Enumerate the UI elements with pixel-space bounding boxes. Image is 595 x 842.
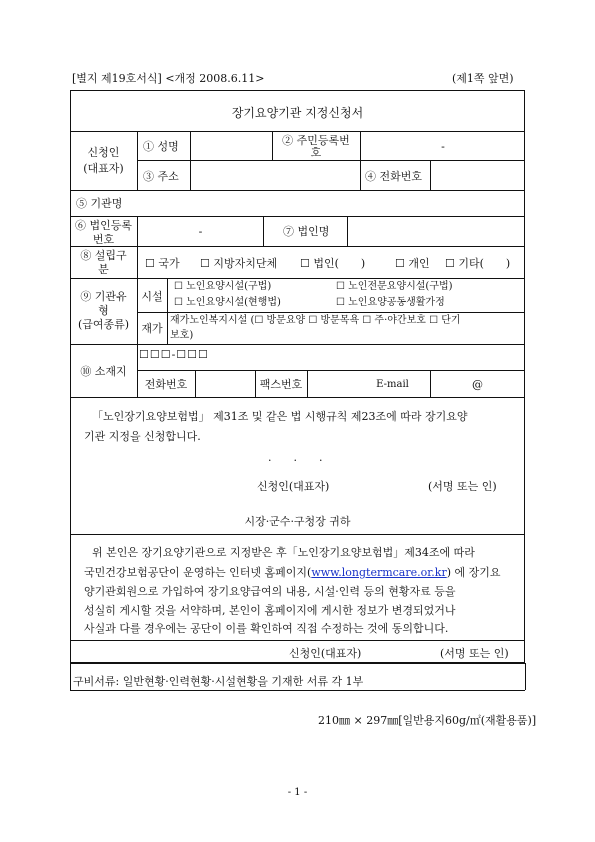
institution-name-label: ⑤ 기관명 (76, 197, 123, 210)
page-side-label: (제1쪽 앞면) (452, 72, 514, 85)
rrn-field[interactable]: - (441, 140, 445, 153)
rule (70, 131, 525, 132)
rule (70, 534, 525, 535)
home-care-label: 재가 (141, 322, 163, 335)
email-field[interactable]: @ (472, 378, 483, 391)
email-label: E-mail (376, 379, 409, 390)
rule (70, 246, 525, 247)
page-number: - 1 - (287, 787, 308, 798)
corp-name-field[interactable] (348, 217, 524, 245)
form-title: 장기요양기관 지정신청서 (231, 106, 364, 120)
consent-signature[interactable]: (서명 또는 인) (440, 647, 509, 660)
rrn-label-sub: 호 (310, 146, 322, 159)
consent-signer: 신청인(대표자) (289, 647, 362, 660)
paper-size-note: 210㎜ × 297㎜[일반용지60g/㎡(재활용품)] (318, 714, 537, 727)
founding-option-individual[interactable]: ☐ 개인 (395, 257, 430, 270)
attachments-note: 구비서류: 일반현황·인력현황·시설현황을 기재한 서류 각 1부 (73, 675, 364, 688)
fax-label: 팩스번호 (259, 378, 303, 391)
application-statement: 「노인장기요양보험법」 제31조 및 같은 법 시행규칙 제23조에 따라 장기요양 (92, 410, 468, 423)
rule (167, 278, 168, 344)
name-label: ① 성명 (143, 140, 179, 153)
corp-reg-label-sub: 번호 (92, 233, 115, 246)
application-signer: 신청인(대표자) (257, 480, 330, 493)
address-field[interactable] (191, 161, 359, 189)
founding-option-corporation[interactable]: ☐ 법인( ) (300, 257, 366, 270)
consent-line-4: 성실히 게시할 것을 서약하며, 본인이 홈페이지에 게시한 정보가 변경되었거나 (84, 604, 456, 617)
corp-name-label: ⑦ 법인명 (283, 225, 330, 238)
rule (137, 312, 525, 313)
type-label-sub: 형 (98, 304, 109, 317)
type-label-note: (급여종류) (77, 318, 130, 331)
rule (70, 640, 525, 641)
rule (70, 690, 525, 691)
rule (70, 397, 525, 398)
consent-line-2: 국민건강보험공단이 운영하는 인터넷 홈페이지(www.longtermcare.or.kr) 에 장기요 (84, 566, 501, 579)
applicant-phone-label: ④ 전화번호 (365, 170, 423, 183)
location-label: ⑩ 소재지 (80, 365, 127, 378)
founding-option-local-gov[interactable]: ☐ 지방자치단체 (200, 257, 278, 270)
facility-option-old[interactable]: ☐ 노인요양시설(구법) (174, 281, 272, 292)
facility-option-current[interactable]: ☐ 노인요양시설(현행법) (174, 297, 281, 308)
consent-line-1: 위 본인은 장기요양기관으로 지정받은 후「노인장기요양보험법」제34조에 따라 (92, 546, 475, 559)
rule (137, 131, 138, 190)
postal-code-field[interactable]: ☐☐☐-☐☐☐ (139, 348, 209, 361)
name-field[interactable] (191, 132, 271, 159)
rrn-label: ② 주민등록번 (282, 134, 350, 147)
applicant-phone-field[interactable] (431, 161, 524, 189)
founding-label-sub: 분 (98, 263, 109, 276)
rule (263, 216, 264, 246)
addressee: 시장·군수·구청장 귀하 (244, 515, 351, 528)
institution-name-field[interactable] (137, 191, 524, 215)
longtermcare-link[interactable]: www.longtermcare.or.kr (311, 566, 447, 579)
facility-option-specialized-old[interactable]: ☐ 노인전문요양시설(구법) (336, 281, 453, 292)
application-signature[interactable]: (서명 또는 인) (428, 480, 497, 493)
location-phone-field[interactable] (196, 371, 254, 396)
application-date[interactable]: . . . (268, 451, 323, 464)
facility-label: 시설 (141, 290, 163, 303)
founding-option-state[interactable]: ☐ 국가 (145, 257, 180, 270)
address-label: ③ 주소 (143, 170, 179, 183)
corp-reg-label: ⑥ 법인등록 (74, 219, 132, 232)
rule (70, 344, 525, 345)
home-care-options[interactable]: 재가노인복지시설 (☐ 방문요양 ☐ 방문목욕 ☐ 주·야간보호 ☐ 단기 (170, 315, 461, 326)
rule (70, 663, 71, 690)
form-number: [별지 제19호서식] <개정 2008.6.11> (72, 72, 265, 85)
consent-line-5: 사실과 다를 경우에는 공단이 이를 확인하여 직접 수정하는 것에 동의합니다. (84, 622, 449, 635)
home-care-options-cont: 보호) (170, 330, 194, 341)
type-label: ⑨ 기관유 (80, 290, 127, 303)
rule (70, 278, 525, 279)
rule (525, 663, 526, 690)
rule (70, 663, 525, 664)
corp-reg-field[interactable]: - (198, 225, 203, 238)
consent-line-3: 양기관회원으로 가입하여 장기요양급여의 내용, 시설·인력 등의 현황자료 등을 (84, 585, 456, 598)
founding-label: ⑧ 설립구 (80, 249, 127, 262)
facility-option-group-home[interactable]: ☐ 노인요양공동생활가정 (336, 297, 445, 308)
fax-field[interactable] (308, 371, 338, 396)
application-statement-cont: 기관 지정을 신청합니다. (84, 430, 201, 443)
rule (360, 160, 361, 190)
location-phone-label: 전화번호 (144, 378, 188, 391)
founding-option-other[interactable]: ☐ 기타( ) (445, 257, 511, 270)
applicant-label: 신청인 (87, 146, 120, 159)
applicant-label-sub: (대표자) (83, 162, 124, 175)
